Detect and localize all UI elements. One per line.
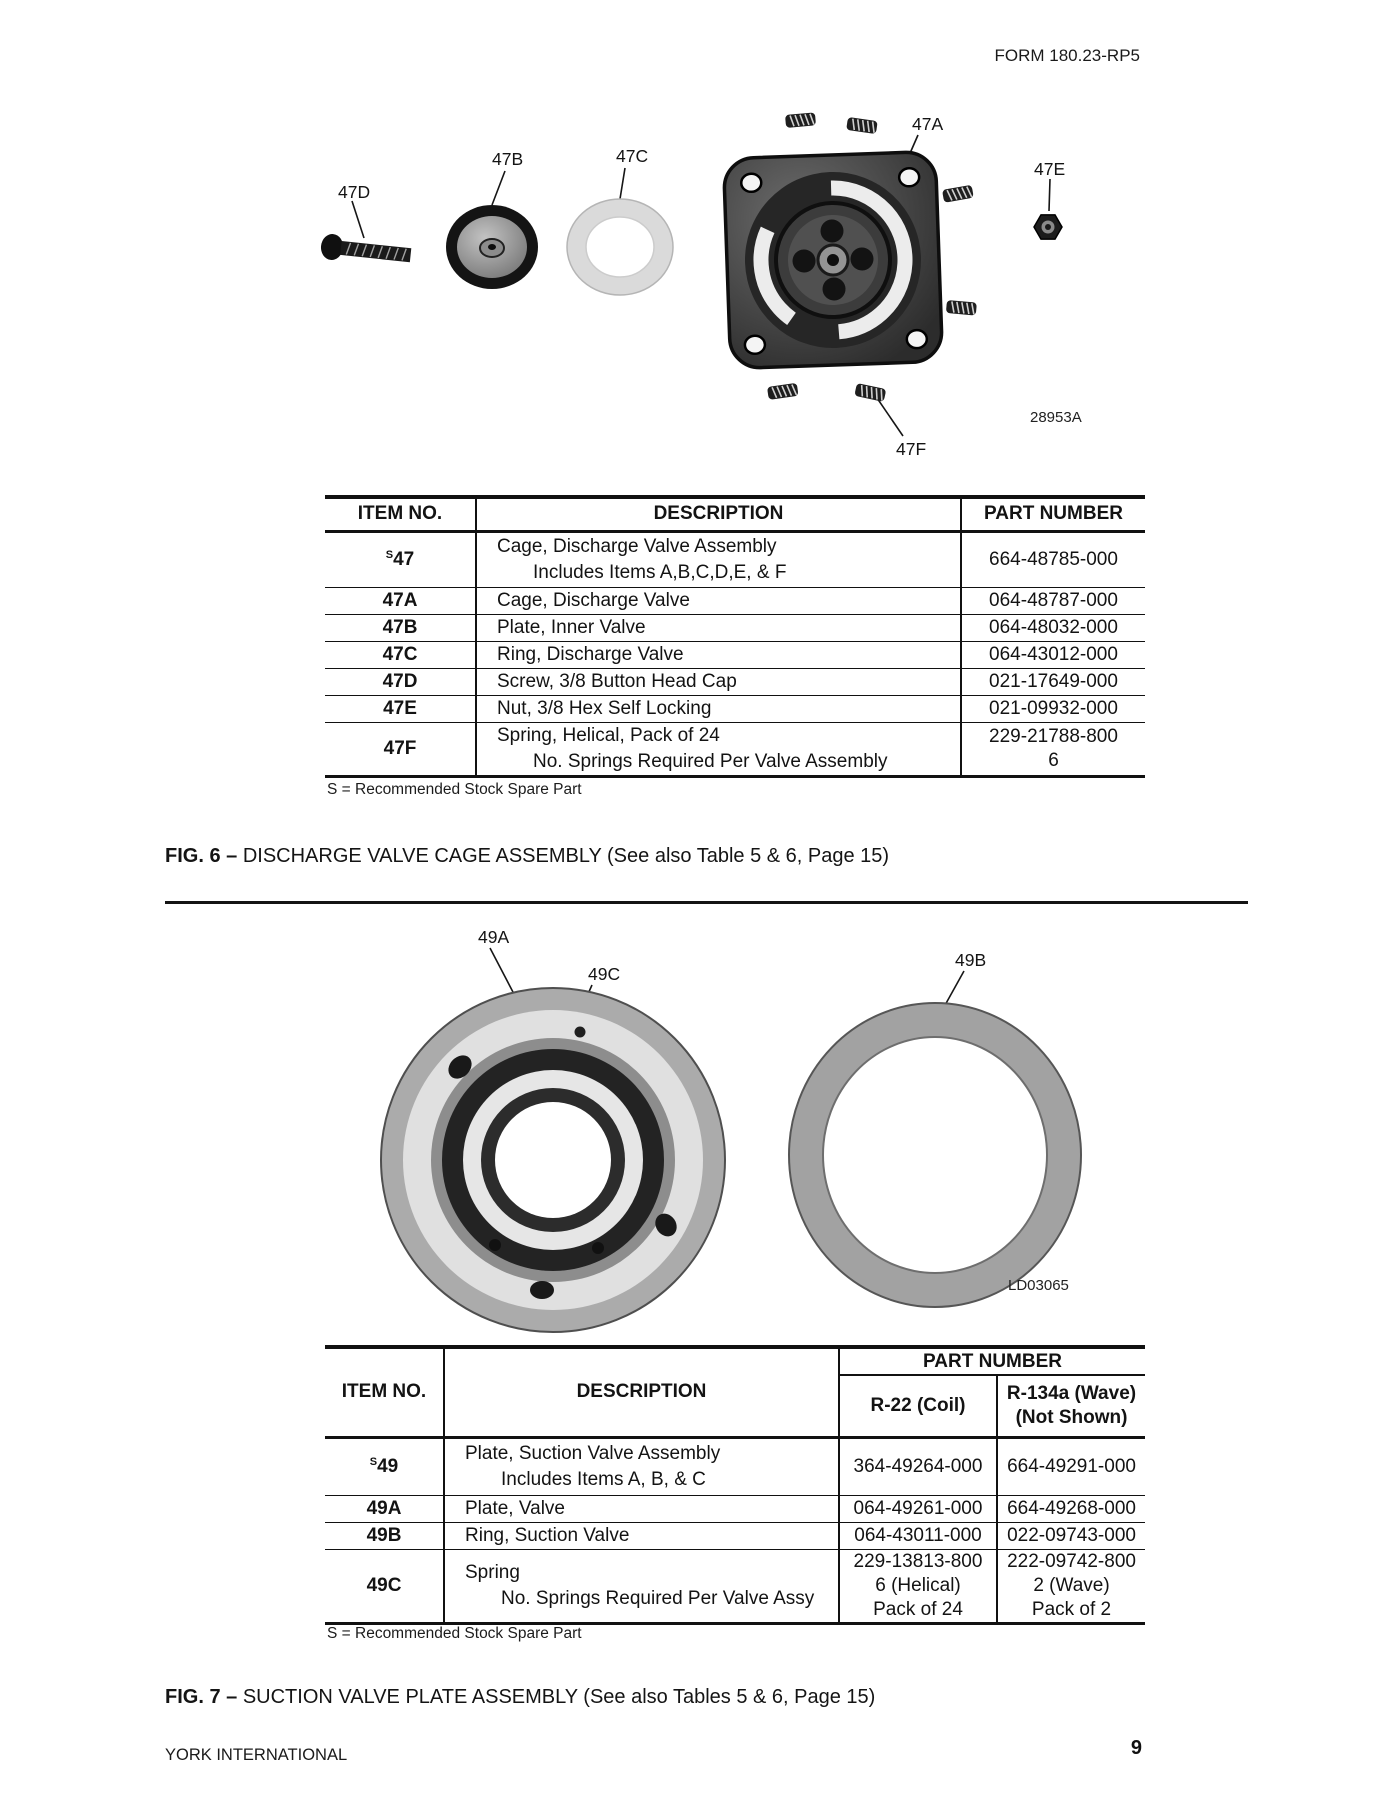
fig6-parts-table bbox=[325, 495, 1145, 778]
part-number-cell: 064-48032-000 bbox=[961, 614, 1145, 641]
col-part-number: PART NUMBER bbox=[961, 497, 1145, 531]
part-r22-cell: 229-13813-800 6 (Helical) Pack of 24 bbox=[839, 1549, 997, 1623]
part-number-cell: 229-21788-800 6 bbox=[961, 722, 1145, 776]
table-row bbox=[325, 668, 1145, 695]
footer-company: YORK INTERNATIONAL bbox=[165, 1746, 348, 1764]
fig7-diagram bbox=[330, 915, 1110, 1340]
col-r134a: R-134a (Wave) (Not Shown) bbox=[997, 1375, 1145, 1437]
discharge-ring-47c-graphic bbox=[567, 199, 673, 295]
description-cell: Screw, 3/8 Button Head Cap bbox=[476, 668, 961, 695]
fig7-footnote: S = Recommended Stock Spare Part bbox=[327, 1625, 582, 1642]
item-cell: 49A bbox=[366, 1497, 402, 1519]
item-cell: $^S$47 bbox=[385, 548, 415, 570]
label-47c: 47C bbox=[616, 146, 649, 166]
label-49a: 49A bbox=[478, 927, 510, 947]
part-number-cell: 021-09932-000 bbox=[961, 695, 1145, 722]
screw-47d-graphic bbox=[320, 233, 412, 268]
section-divider bbox=[165, 901, 1248, 904]
label-47a: 47A bbox=[912, 114, 944, 134]
description-cell: Plate, Suction Valve Assembly Includes Items A, B, & C bbox=[444, 1437, 839, 1495]
item-cell: 47E bbox=[383, 697, 417, 719]
part-r134a-cell: 222-09742-800 2 (Wave) Pack of 2 bbox=[997, 1549, 1145, 1623]
part-number-cell: 064-48787-000 bbox=[961, 587, 1145, 614]
col-r22: R-22 (Coil) bbox=[839, 1375, 997, 1437]
description-cell: Ring, Discharge Valve bbox=[476, 641, 961, 668]
fig7-caption bbox=[165, 1686, 875, 1709]
table-row bbox=[325, 722, 1145, 776]
part-number-cell: 664-48785-000 bbox=[961, 531, 1145, 587]
table-row bbox=[325, 614, 1145, 641]
fig7-caption-text: SUCTION VALVE PLATE ASSEMBLY (See also Tables 5 & 6, Page 15) bbox=[242, 1686, 876, 1708]
leader-lines bbox=[352, 135, 1050, 436]
fig7-caption-label: FIG. 7 – bbox=[165, 1686, 238, 1708]
description-cell: Plate, Inner Valve bbox=[476, 614, 961, 641]
item-cell: 47F bbox=[383, 737, 417, 759]
item-cell: 47B bbox=[382, 616, 418, 638]
suction-ring-49b-graphic bbox=[789, 1003, 1081, 1307]
col-part-number-group: PART NUMBER bbox=[839, 1347, 1145, 1375]
part-number-cell: 021-17649-000 bbox=[961, 668, 1145, 695]
fig6-caption-text: DISCHARGE VALVE CAGE ASSEMBLY (See also Table 5 & 6, Page 15) bbox=[242, 845, 890, 867]
col-item-no: ITEM NO. bbox=[325, 497, 476, 531]
label-49c: 49C bbox=[588, 964, 621, 984]
table-row bbox=[325, 1495, 1145, 1522]
label-47e: 47E bbox=[1034, 159, 1066, 179]
part-r22-cell: 364-49264-000 bbox=[839, 1437, 997, 1495]
label-47d: 47D bbox=[338, 182, 371, 202]
table-row bbox=[325, 587, 1145, 614]
label-49b: 49B bbox=[955, 950, 987, 970]
description-cell: Ring, Suction Valve bbox=[444, 1522, 839, 1549]
item-cell: 49B bbox=[366, 1524, 402, 1546]
table-row bbox=[325, 695, 1145, 722]
item-cell: 47A bbox=[382, 589, 418, 611]
fig7-parts-table bbox=[325, 1345, 1145, 1625]
label-47f: 47F bbox=[896, 439, 927, 459]
description-cell: Cage, Discharge Valve bbox=[476, 587, 961, 614]
nut-47e-graphic bbox=[1034, 215, 1062, 239]
page-number: 9 bbox=[1130, 1737, 1142, 1759]
item-cell: 49C bbox=[366, 1574, 402, 1596]
table-header-row bbox=[325, 497, 1145, 531]
table-row bbox=[325, 531, 1145, 587]
table-row bbox=[325, 641, 1145, 668]
fig6-caption-label: FIG. 6 – bbox=[165, 845, 238, 867]
table-row bbox=[325, 1549, 1145, 1623]
description-cell: Plate, Valve bbox=[444, 1495, 839, 1522]
suction-plate-49a-graphic bbox=[381, 988, 725, 1332]
part-r22-cell: 064-43011-000 bbox=[839, 1522, 997, 1549]
fig7-image-id: LD03065 bbox=[1008, 1277, 1069, 1294]
form-number: FORM 180.23-RP5 bbox=[994, 46, 1140, 65]
col-description: DESCRIPTION bbox=[476, 497, 961, 531]
label-47b: 47B bbox=[492, 149, 524, 169]
fig6-footnote: S = Recommended Stock Spare Part bbox=[327, 781, 582, 798]
part-r134a-cell: 664-49268-000 bbox=[997, 1495, 1145, 1522]
inner-plate-47b-graphic bbox=[446, 205, 538, 289]
part-r22-cell: 064-49261-000 bbox=[839, 1495, 997, 1522]
description-cell: Cage, Discharge Valve Assembly Includes Items A,B,C,D,E, & F bbox=[476, 531, 961, 587]
fig6-caption bbox=[165, 845, 889, 868]
description-cell: Spring No. Springs Required Per Valve Assy bbox=[444, 1549, 839, 1623]
table-row bbox=[325, 1437, 1145, 1495]
cage-47a-graphic bbox=[723, 151, 942, 368]
description-cell: Spring, Helical, Pack of 24 No. Springs Required Per Valve Assembly bbox=[476, 722, 961, 776]
col-item-no: ITEM NO. bbox=[325, 1347, 444, 1437]
item-cell: 47D bbox=[382, 670, 418, 692]
table-row bbox=[325, 1522, 1145, 1549]
fig6-diagram bbox=[320, 95, 1120, 490]
item-cell: $^S$49 bbox=[369, 1455, 399, 1477]
description-cell: Nut, 3/8 Hex Self Locking bbox=[476, 695, 961, 722]
table-header-group-row bbox=[325, 1347, 1145, 1375]
fig6-image-id: 28953A bbox=[1030, 409, 1082, 426]
col-description: DESCRIPTION bbox=[444, 1347, 839, 1437]
item-cell: 47C bbox=[382, 643, 418, 665]
part-r134a-cell: 022-09743-000 bbox=[997, 1522, 1145, 1549]
part-r134a-cell: 664-49291-000 bbox=[997, 1437, 1145, 1495]
part-number-cell: 064-43012-000 bbox=[961, 641, 1145, 668]
